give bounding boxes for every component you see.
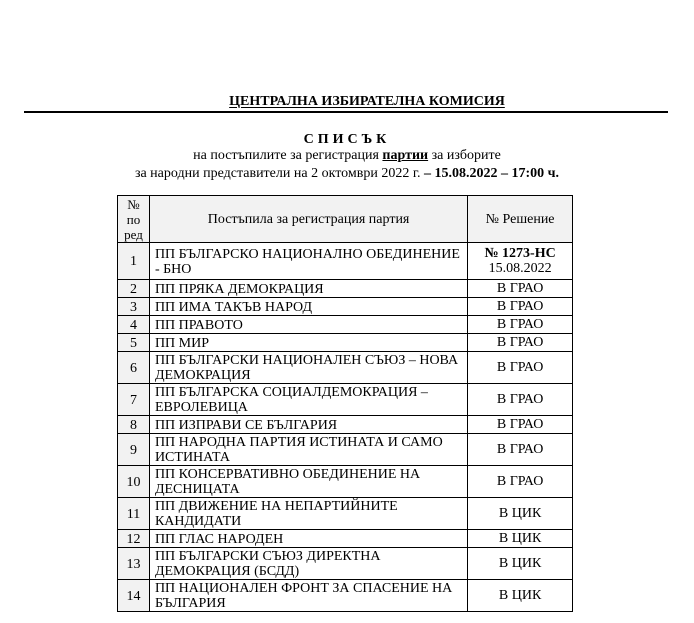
party-name: ПП БЪЛГАРСКИ СЪЮЗ ДИРЕКТНА ДЕМОКРАЦИЯ (БСДД): [149, 548, 467, 580]
row-number: 12: [118, 530, 150, 548]
table-row: [118, 580, 573, 612]
subtitle-text: за изборите: [428, 148, 501, 163]
decision-status: В ЦИК: [468, 498, 573, 530]
table-row: [118, 416, 573, 434]
decision-date: 15.08.2022: [488, 261, 552, 276]
row-number: 13: [118, 548, 150, 580]
decision-status: В ГРАО: [468, 280, 573, 298]
row-number: 7: [118, 384, 150, 416]
row-number: 14: [118, 580, 150, 612]
subtitle-text: на постъпилите за регистрация: [193, 148, 383, 163]
decision-status: В ГРАО: [468, 416, 573, 434]
header-text: ред: [124, 226, 143, 242]
table-row: [118, 548, 573, 580]
subtitle-emphasis: партии: [382, 148, 429, 163]
party-name: ПП МИР: [149, 334, 467, 352]
row-number: 2: [118, 280, 150, 298]
table-row: [118, 498, 573, 530]
subtitle-line-1: [0, 148, 694, 164]
party-name: ПП ПРАВОТО: [149, 316, 467, 334]
decision-status: В ГРАО: [468, 352, 573, 384]
decision-number: № 1273-НС: [484, 246, 556, 261]
party-name: ПП БЪЛГАРСКИ НАЦИОНАЛЕН СЪЮЗ – НОВА ДЕМОКРАЦИЯ: [149, 352, 467, 384]
column-header-number: [118, 196, 150, 243]
decision-status: В ГРАО: [468, 316, 573, 334]
row-number: 1: [118, 243, 150, 280]
decision-status: В ЦИК: [468, 580, 573, 612]
party-name: ПП КОНСЕРВАТИВНО ОБЕДИНЕНИЕ НА ДЕСНИЦАТА: [149, 466, 467, 498]
row-number: 9: [118, 434, 150, 466]
party-name: ПП ИЗПРАВИ СЕ БЪЛГАРИЯ: [149, 416, 467, 434]
decision-status: В ГРАО: [468, 384, 573, 416]
decision-cell: [468, 243, 573, 280]
table-row: [118, 384, 573, 416]
column-header-decision: № Решение: [468, 196, 573, 243]
decision-status: В ГРАО: [468, 434, 573, 466]
header-divider: [24, 111, 668, 113]
decision-status: В ЦИК: [468, 530, 573, 548]
row-number: 4: [118, 316, 150, 334]
organization-title: ЦЕНТРАЛНА ИЗБИРАТЕЛНА КОМИСИЯ: [229, 94, 505, 109]
party-name: ПП ГЛАС НАРОДЕН: [149, 530, 467, 548]
decision-status: В ГРАО: [468, 334, 573, 352]
table-row: [118, 316, 573, 334]
party-name: ПП НАРОДНА ПАРТИЯ ИСТИНАТА И САМО ИСТИНАТА: [149, 434, 467, 466]
subtitle-text: за народни представители на 2 октомври 2022 г.: [134, 166, 424, 181]
row-number: 8: [118, 416, 150, 434]
header-text: по: [126, 211, 141, 227]
header-text: №: [127, 196, 140, 212]
row-number: 11: [118, 498, 150, 530]
table-row: [118, 434, 573, 466]
party-name: ПП ПРЯКА ДЕМОКРАЦИЯ: [149, 280, 467, 298]
table-row: [118, 334, 573, 352]
document-title: СПИСЪК: [303, 132, 391, 147]
row-number: 5: [118, 334, 150, 352]
row-number: 10: [118, 466, 150, 498]
subtitle-line-2: [0, 166, 694, 182]
table-row: [118, 530, 573, 548]
party-name: ПП НАЦИОНАЛЕН ФРОНТ ЗА СПАСЕНИЕ НА БЪЛГАРИЯ: [149, 580, 467, 612]
table-row: [118, 352, 573, 384]
table-header-row: [118, 196, 573, 243]
table-row: [118, 243, 573, 280]
decision-status: В ГРАО: [468, 298, 573, 316]
party-name: ПП ДВИЖЕНИЕ НА НЕПАРТИЙНИТЕ КАНДИДАТИ: [149, 498, 467, 530]
table-row: [118, 466, 573, 498]
row-number: 6: [118, 352, 150, 384]
table-row: [118, 280, 573, 298]
subtitle-deadline: – 15.08.2022 – 17:00 ч.: [423, 166, 560, 181]
row-number: 3: [118, 298, 150, 316]
party-name: ПП ИМА ТАКЪВ НАРОД: [149, 298, 467, 316]
party-name: ПП БЪЛГАРСКО НАЦИОНАЛНО ОБЕДИНЕНИЕ - БНО: [149, 243, 467, 280]
party-name: ПП БЪЛГАРСКА СОЦИАЛДЕМОКРАЦИЯ – ЕВРОЛЕВИЦА: [149, 384, 467, 416]
decision-status: В ГРАО: [468, 466, 573, 498]
decision-status: В ЦИК: [468, 548, 573, 580]
parties-table: [117, 195, 573, 612]
column-header-party: Постъпила за регистрация партия: [149, 196, 467, 243]
table-row: [118, 298, 573, 316]
